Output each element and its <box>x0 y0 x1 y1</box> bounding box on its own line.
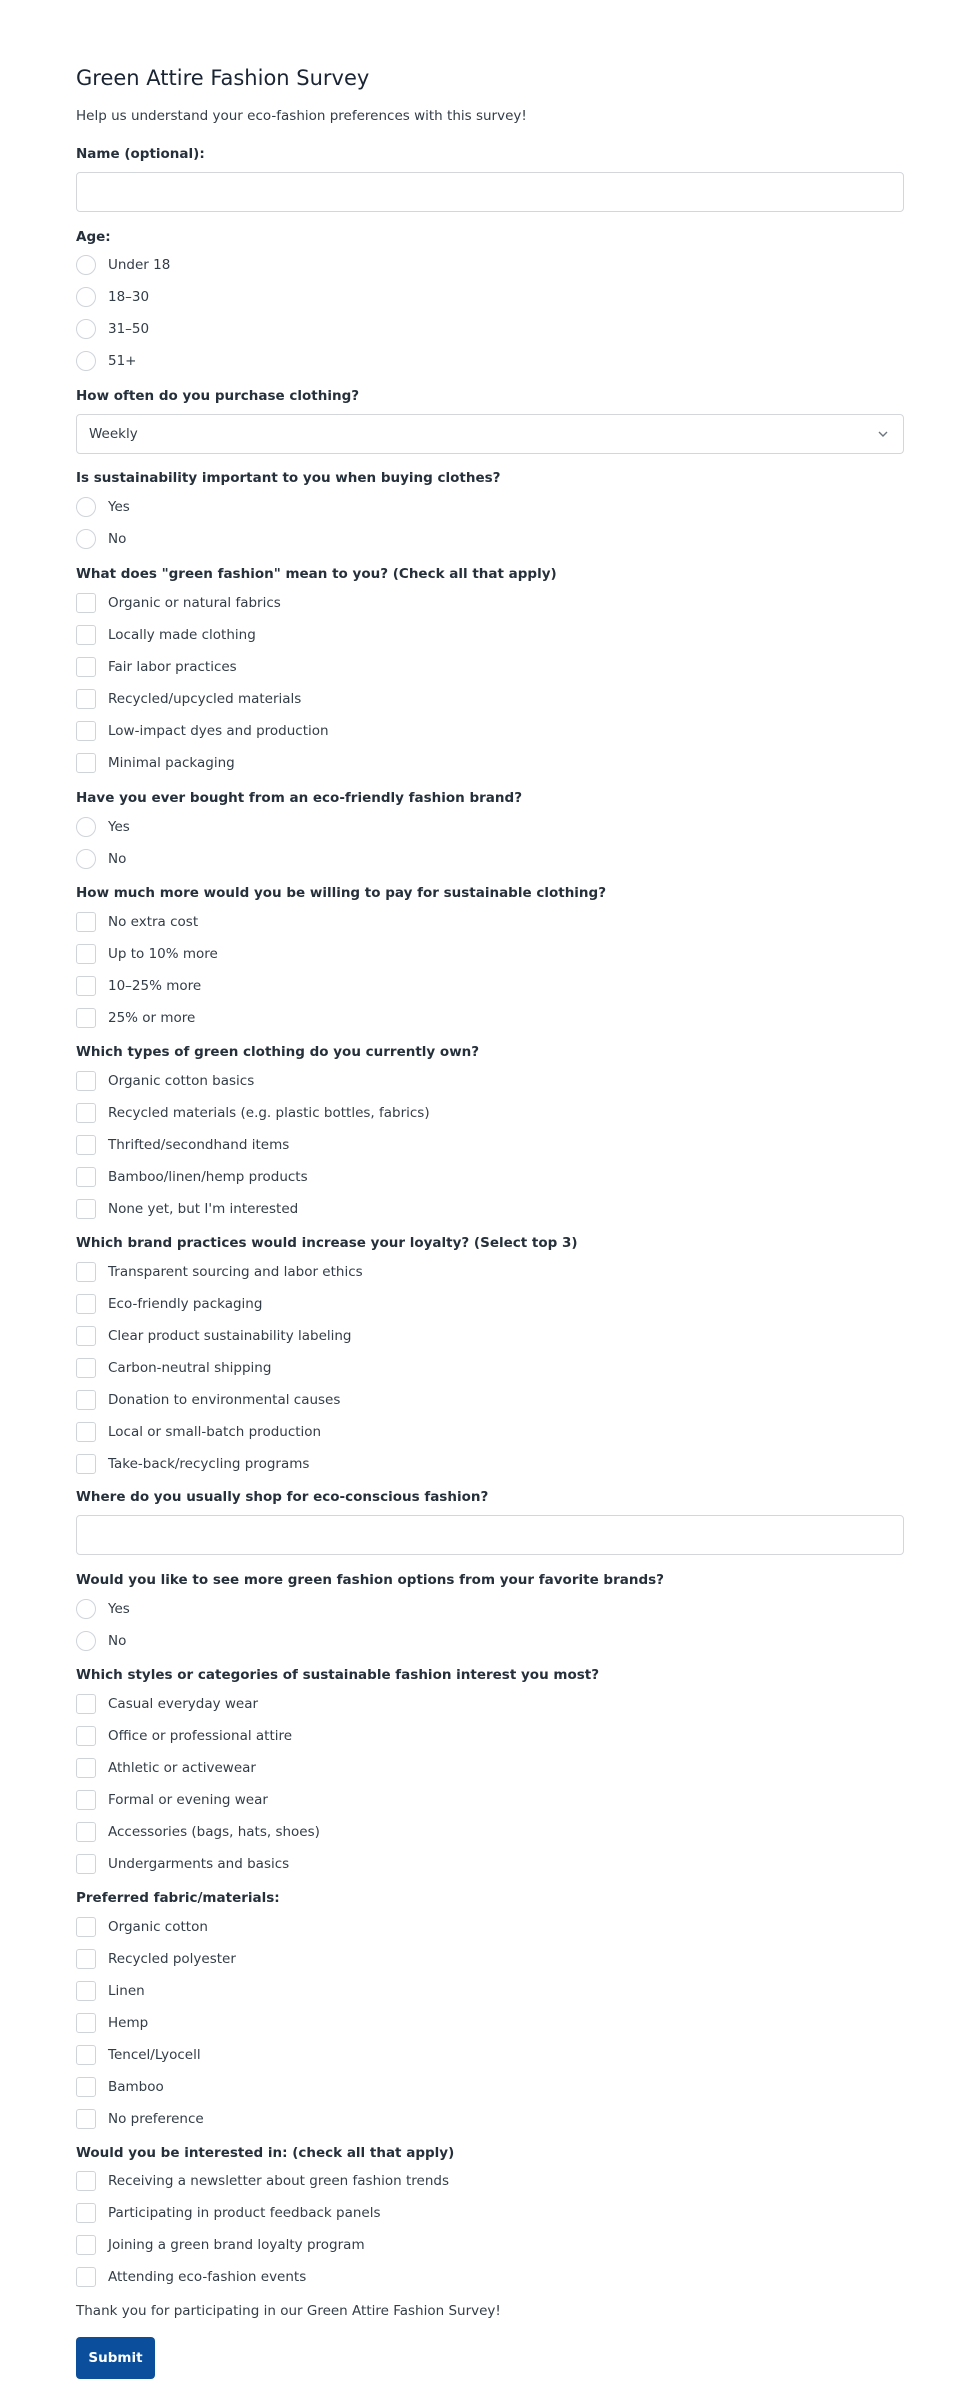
fabrics-option[interactable]: Hemp <box>76 2012 148 2034</box>
age-label: Age: <box>76 229 111 245</box>
owned-types-label: Which types of green clothing do you currently own? <box>76 1044 480 1060</box>
sustainability-option-no[interactable]: No <box>76 528 126 550</box>
fabrics-option[interactable]: Linen <box>76 1980 145 2002</box>
styles-option[interactable]: Office or professional attire <box>76 1725 292 1747</box>
brand-practices-option[interactable]: Clear product sustainability labeling <box>76 1325 352 1347</box>
shop-where-label: Where do you usually shop for eco-conscious fashion? <box>76 1489 489 1505</box>
sustainability-option-yes[interactable]: Yes <box>76 496 130 518</box>
checkbox[interactable] <box>76 976 96 996</box>
radio-button[interactable] <box>76 817 96 837</box>
willing-to-pay-option[interactable]: 10–25% more <box>76 975 201 997</box>
fabrics-label: Preferred fabric/materials: <box>76 1890 280 1906</box>
interests-label: Would you be interested in: (check all that apply) <box>76 2145 455 2161</box>
checkbox[interactable] <box>76 1390 96 1410</box>
checkbox[interactable] <box>76 1422 96 1442</box>
checkbox[interactable] <box>76 1854 96 1874</box>
bought-eco-brand-option-no[interactable]: No <box>76 848 126 870</box>
age-option-51-plus[interactable]: 51+ <box>76 350 137 372</box>
styles-label: Which styles or categories of sustainable fashion interest you most? <box>76 1667 600 1683</box>
sustainability-label: Is sustainability important to you when buying clothes? <box>76 470 501 486</box>
styles-option[interactable]: Casual everyday wear <box>76 1693 258 1715</box>
interests-option[interactable]: Attending eco-fashion events <box>76 2266 306 2288</box>
checkbox[interactable] <box>76 944 96 964</box>
owned-types-option[interactable]: None yet, but I'm interested <box>76 1198 298 1220</box>
checkbox[interactable] <box>76 1103 96 1123</box>
checkbox[interactable] <box>76 2171 96 2191</box>
checkbox[interactable] <box>76 1358 96 1378</box>
fabrics-option[interactable]: Tencel/Lyocell <box>76 2044 201 2066</box>
checkbox[interactable] <box>76 753 96 773</box>
brand-practices-option[interactable]: Local or small-batch production <box>76 1421 321 1443</box>
thank-you-text: Thank you for participating in our Green Attire Fashion Survey! <box>76 2303 501 2319</box>
checkbox[interactable] <box>76 1071 96 1091</box>
interests-option[interactable]: Participating in product feedback panels <box>76 2202 381 2224</box>
checkbox[interactable] <box>76 593 96 613</box>
radio-button[interactable] <box>76 1631 96 1651</box>
interests-option[interactable]: Receiving a newsletter about green fashion trends <box>76 2170 449 2192</box>
owned-types-option[interactable]: Thrifted/secondhand items <box>76 1134 289 1156</box>
green-meaning-option[interactable]: Locally made clothing <box>76 624 256 646</box>
brand-practices-option[interactable]: Take-back/recycling programs <box>76 1453 309 1475</box>
radio-button[interactable] <box>76 1599 96 1619</box>
green-meaning-option[interactable]: Fair labor practices <box>76 656 237 678</box>
checkbox[interactable] <box>76 2109 96 2129</box>
submit-button[interactable]: Submit <box>76 2337 155 2379</box>
checkbox[interactable] <box>76 1167 96 1187</box>
interests-option[interactable]: Joining a green brand loyalty program <box>76 2234 365 2256</box>
willing-to-pay-option[interactable]: Up to 10% more <box>76 943 218 965</box>
willing-to-pay-label: How much more would you be willing to pay for sustainable clothing? <box>76 885 607 901</box>
checkbox[interactable] <box>76 689 96 709</box>
styles-option[interactable]: Formal or evening wear <box>76 1789 268 1811</box>
checkbox[interactable] <box>76 2077 96 2097</box>
checkbox[interactable] <box>76 2013 96 2033</box>
age-option-31-50[interactable]: 31–50 <box>76 318 149 340</box>
brand-practices-option[interactable]: Eco-friendly packaging <box>76 1293 262 1315</box>
checkbox[interactable] <box>76 657 96 677</box>
purchase-frequency-value: Weekly <box>89 426 138 442</box>
checkbox[interactable] <box>76 1008 96 1028</box>
radio-button[interactable] <box>76 529 96 549</box>
green-meaning-option[interactable]: Recycled/upcycled materials <box>76 688 301 710</box>
green-meaning-label: What does "green fashion" mean to you? (Check all that apply) <box>76 566 557 582</box>
fabrics-option[interactable]: Bamboo <box>76 2076 164 2098</box>
brand-practices-label: Which brand practices would increase your loyalty? (Select top 3) <box>76 1235 578 1251</box>
styles-option[interactable]: Accessories (bags, hats, shoes) <box>76 1821 320 1843</box>
radio-button[interactable] <box>76 287 96 307</box>
checkbox[interactable] <box>76 912 96 932</box>
age-option-18-30[interactable]: 18–30 <box>76 286 149 308</box>
owned-types-option[interactable]: Recycled materials (e.g. plastic bottles, fabrics) <box>76 1102 430 1124</box>
checkbox[interactable] <box>76 1949 96 1969</box>
styles-option[interactable]: Athletic or activewear <box>76 1757 256 1779</box>
checkbox[interactable] <box>76 1135 96 1155</box>
page-title: Green Attire Fashion Survey <box>76 66 370 90</box>
bought-eco-brand-label: Have you ever bought from an eco-friendly fashion brand? <box>76 790 523 806</box>
checkbox[interactable] <box>76 2235 96 2255</box>
bought-eco-brand-option-yes[interactable]: Yes <box>76 816 130 838</box>
checkbox[interactable] <box>76 1822 96 1842</box>
more-options-option-no[interactable]: No <box>76 1630 126 1652</box>
more-options-label: Would you like to see more green fashion options from your favorite brands? <box>76 1572 664 1588</box>
intro-text: Help us understand your eco-fashion preferences with this survey! <box>76 108 527 124</box>
radio-button[interactable] <box>76 849 96 869</box>
green-meaning-option[interactable]: Organic or natural fabrics <box>76 592 281 614</box>
name-input[interactable] <box>76 172 904 212</box>
checkbox[interactable] <box>76 625 96 645</box>
owned-types-option[interactable]: Bamboo/linen/hemp products <box>76 1166 308 1188</box>
name-label: Name (optional): <box>76 146 205 162</box>
purchase-frequency-label: How often do you purchase clothing? <box>76 388 360 404</box>
styles-option[interactable]: Undergarments and basics <box>76 1853 289 1875</box>
fabrics-option[interactable]: Recycled polyester <box>76 1948 236 1970</box>
brand-practices-option[interactable]: Transparent sourcing and labor ethics <box>76 1261 363 1283</box>
checkbox[interactable] <box>76 2267 96 2287</box>
checkbox[interactable] <box>76 2203 96 2223</box>
checkbox[interactable] <box>76 2045 96 2065</box>
radio-button[interactable] <box>76 255 96 275</box>
shop-where-input[interactable] <box>76 1515 904 1555</box>
checkbox[interactable] <box>76 1454 96 1474</box>
age-option-under-18[interactable]: Under 18 <box>76 254 170 276</box>
radio-button[interactable] <box>76 351 96 371</box>
radio-button[interactable] <box>76 319 96 339</box>
checkbox[interactable] <box>76 1199 96 1219</box>
green-meaning-option[interactable]: Low-impact dyes and production <box>76 720 329 742</box>
checkbox[interactable] <box>76 1726 96 1746</box>
checkbox[interactable] <box>76 721 96 741</box>
purchase-frequency-select[interactable] <box>76 414 904 454</box>
checkbox[interactable] <box>76 1917 96 1937</box>
checkbox[interactable] <box>76 1981 96 2001</box>
checkbox[interactable] <box>76 1326 96 1346</box>
brand-practices-option[interactable]: Donation to environmental causes <box>76 1389 340 1411</box>
checkbox[interactable] <box>76 1758 96 1778</box>
radio-button[interactable] <box>76 497 96 517</box>
checkbox[interactable] <box>76 1790 96 1810</box>
willing-to-pay-option[interactable]: 25% or more <box>76 1007 195 1029</box>
fabrics-option[interactable]: No preference <box>76 2108 204 2130</box>
brand-practices-option[interactable]: Carbon-neutral shipping <box>76 1357 271 1379</box>
fabrics-option[interactable]: Organic cotton <box>76 1916 208 1938</box>
chevron-down-icon <box>877 428 889 440</box>
more-options-option-yes[interactable]: Yes <box>76 1598 130 1620</box>
checkbox[interactable] <box>76 1694 96 1714</box>
owned-types-option[interactable]: Organic cotton basics <box>76 1070 254 1092</box>
willing-to-pay-option[interactable]: No extra cost <box>76 911 198 933</box>
checkbox[interactable] <box>76 1294 96 1314</box>
green-meaning-option[interactable]: Minimal packaging <box>76 752 235 774</box>
checkbox[interactable] <box>76 1262 96 1282</box>
